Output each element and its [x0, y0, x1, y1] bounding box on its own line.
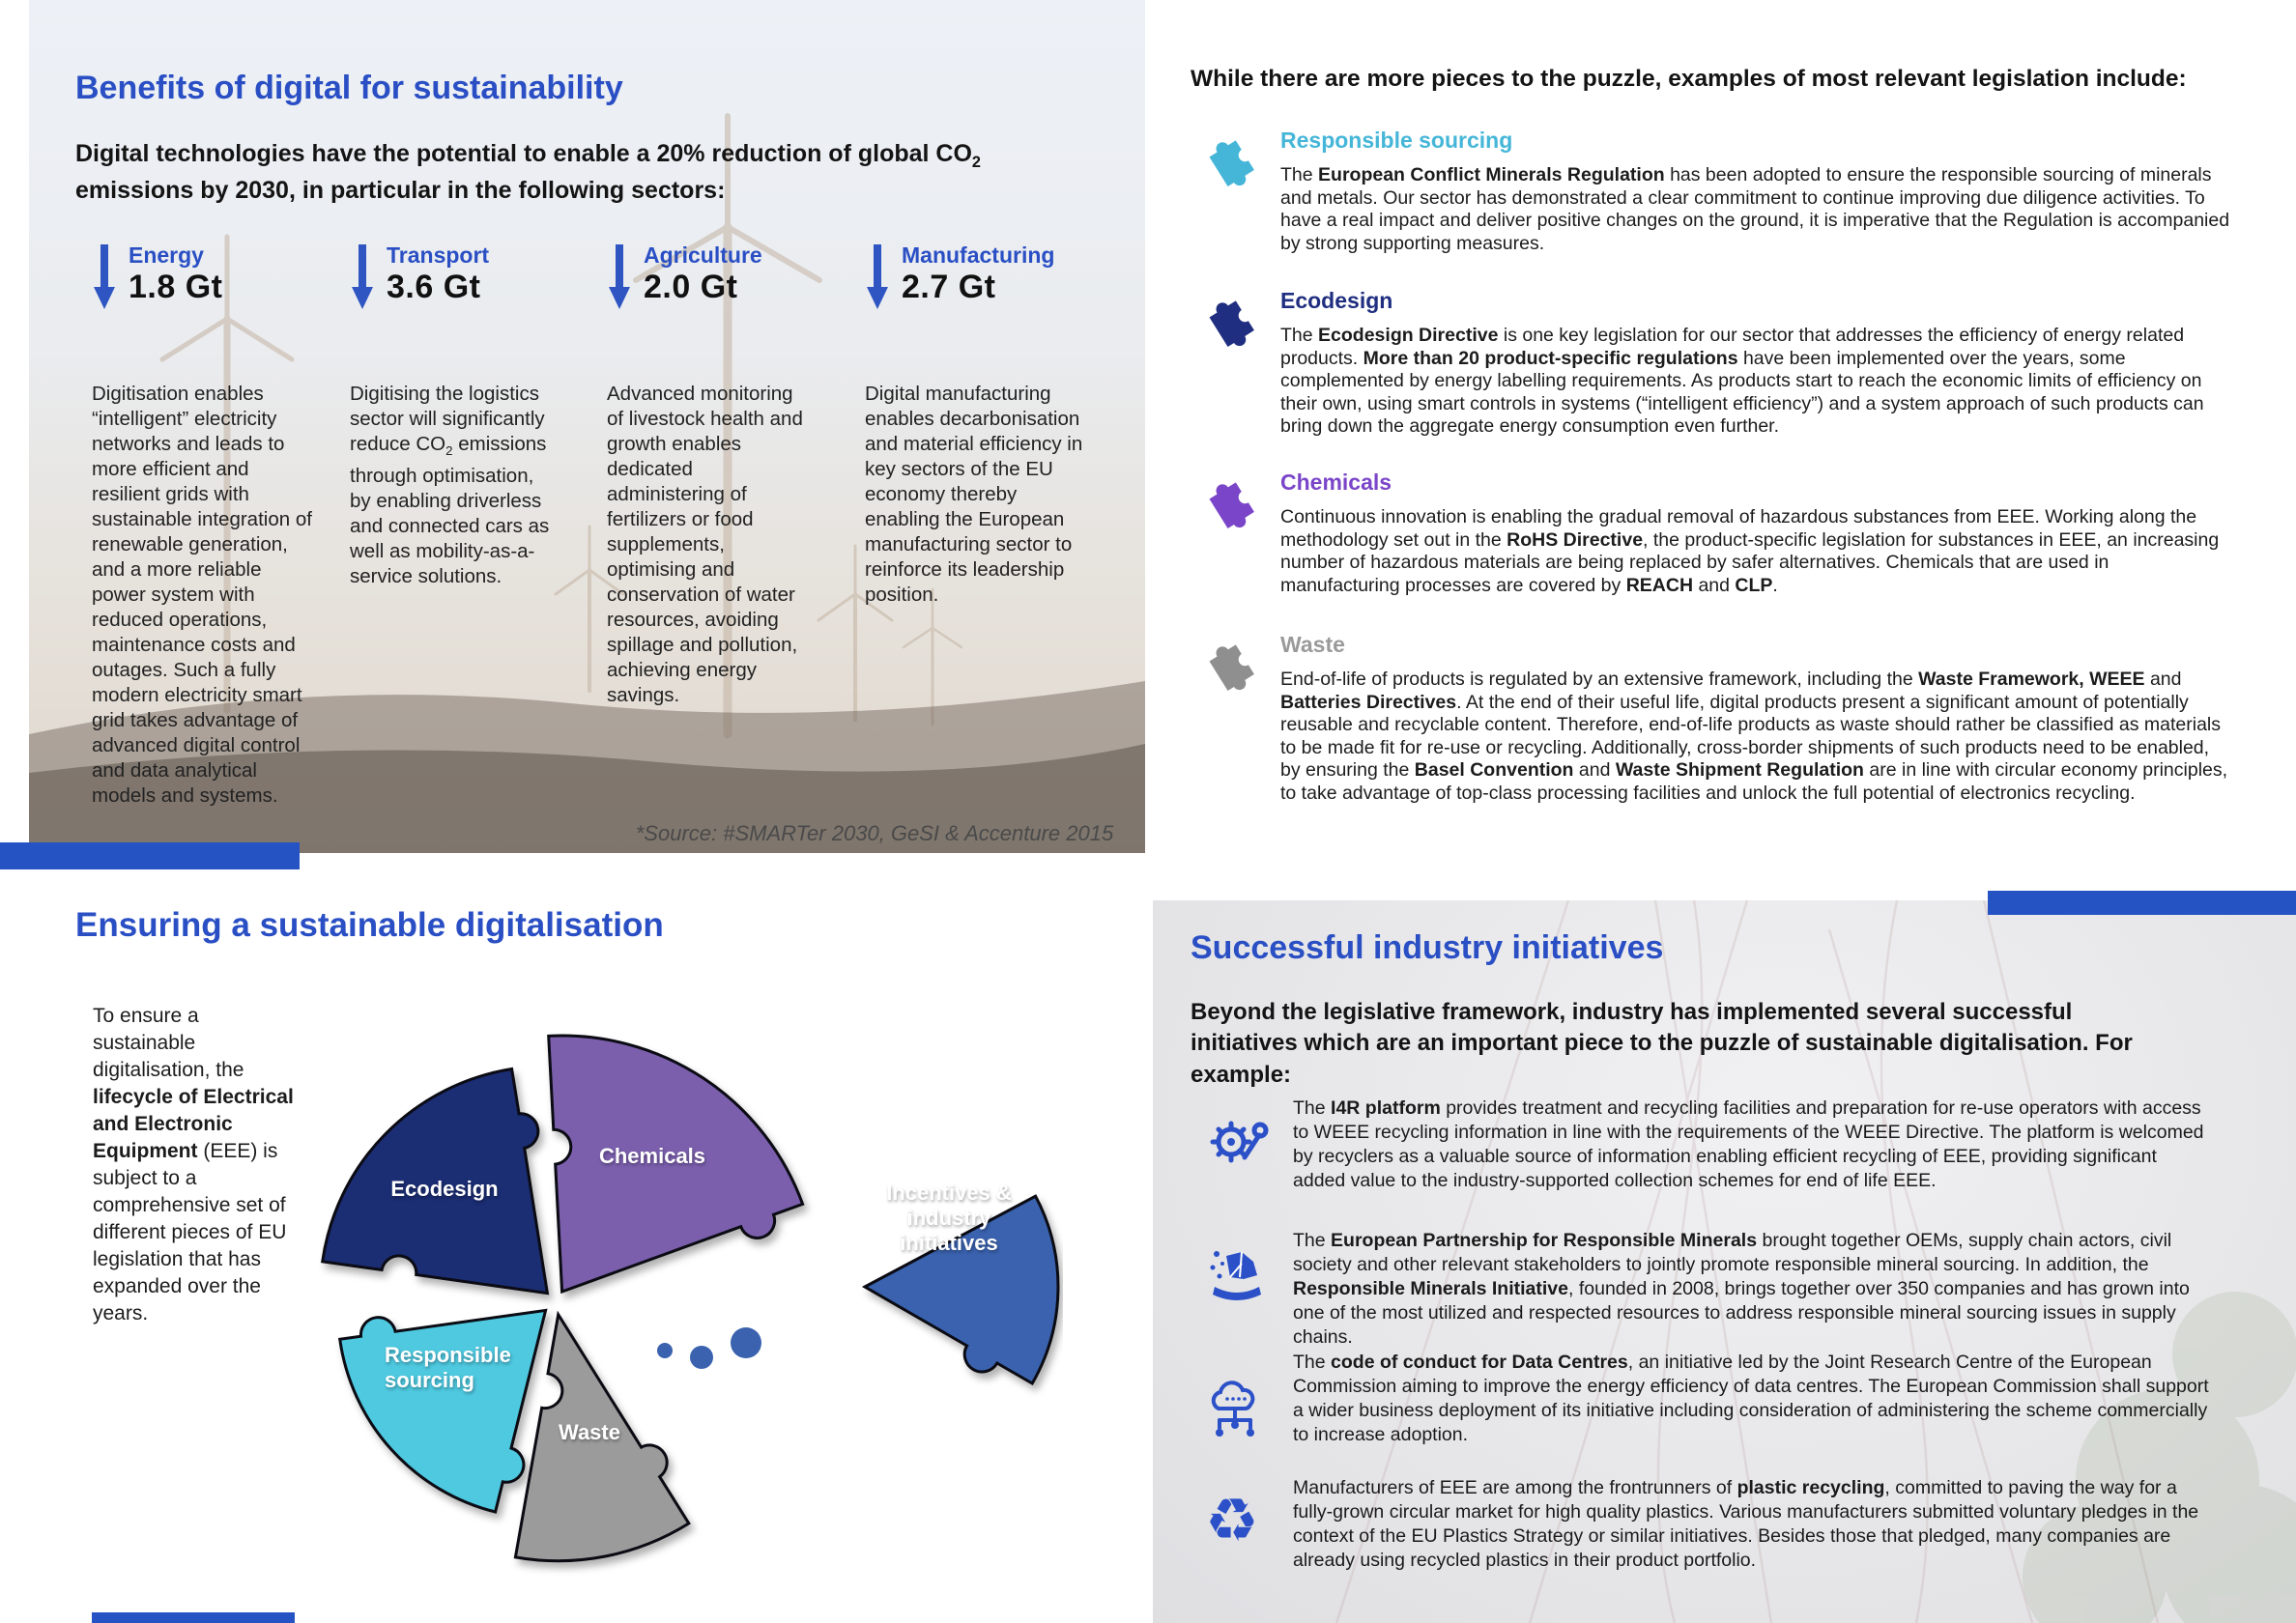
- ensuring-body: To ensure a sustainable digitalisation, the lifecycle of Electrical and Electronic Equipment (EEE) is subject to a comprehensive set of different pieces of EU legislation that has expanded over the years.: [93, 1005, 294, 1324]
- legislation-heading: Ecodesign: [1280, 288, 1393, 313]
- legislation-heading: Chemicals: [1280, 470, 1392, 495]
- blue-accent-bar: [92, 1612, 295, 1623]
- puzzle-piece-responsible-sourcing: [340, 1310, 546, 1512]
- sector-value: 1.8 Gt: [129, 269, 223, 306]
- sector-label: Agriculture: [644, 242, 762, 268]
- gear-wrench-icon: [1205, 1110, 1269, 1174]
- puzzle-piece-icon: [1201, 630, 1263, 699]
- initiative-body: The I4R platform provides treatment and recycling facilities and preparation for re-use operators with access to WEEE recycling information in line with the requirements of the WEEE Directive. The platform is welcomed by recyclers as a valuable source of information enabling efficient recycling of EEE, providing significant added value to the industry-supported collection schemes for end of life EEE.: [1293, 1097, 2204, 1191]
- ensuring-title: Ensuring a sustainable digitalisation: [75, 906, 664, 944]
- initiative-body: Manufacturers of EEE are among the frontrunners of plastic recycling, committed to paving the way for a fully-grown circular market for high quality plastics. Various manufacturers submitted voluntary pledges in the context of the EU Plastics Strategy or similar initiatives. Besides those that pledged, many companies are already using recycled plastics in their product portfolio.: [1293, 1477, 2199, 1571]
- sector-description: Digitising the logistics sector will significantly reduce $CO_2$ emissions through optimisation, by enabling driverless and connected cars as well as mobility-as-a-service solutions.: [350, 383, 550, 588]
- benefits-title: Benefits of digital for sustainability: [75, 70, 623, 106]
- legislation-heading: Waste: [1280, 632, 1345, 657]
- puzzle-label-ecodesign: Ecodesign: [390, 1177, 499, 1201]
- legislation-heading: Responsible sourcing: [1280, 128, 1513, 153]
- sector-value: 2.0 Gt: [644, 269, 738, 306]
- benefits-intro: Digital technologies have the potential to enable a 20% reduction of global $CO_2$ emissions by 2030, in particular in the following sectors:: [75, 140, 981, 204]
- source-note: *Source: #SMARTer 2030, GeSI & Accenture 2015: [635, 821, 1114, 845]
- sector-value: 2.7 Gt: [902, 269, 996, 306]
- sector-label: Energy: [129, 242, 204, 268]
- initiative-body: The code of conduct for Data Centres, an initiative led by the Joint Research Centre of the European Commission aiming to improve the energy efficiency of data centres. The European Commission shall support a wider business deployment of its initiative including consideration of administering the scheme commercially to increase adoption.: [1293, 1352, 2209, 1445]
- blue-accent-bar: [0, 842, 300, 869]
- sector-manufacturing: [865, 242, 1116, 606]
- minerals-hand-icon: [1205, 1244, 1269, 1308]
- puzzle-label-responsible-sourcing: Responsible sourcing: [385, 1343, 511, 1392]
- puzzle-piece-icon: [1201, 468, 1263, 537]
- dot: [690, 1346, 713, 1369]
- sector-description: Advanced monitoring of livestock health and growth enables dedicated administering of fertilizers or food supplements, optimising and conservation of water resources, avoiding spillage and pollution, achieving energy savings.: [607, 383, 803, 706]
- sector-description: Digitisation enables “intelligent” electricity networks and leads to more efficient and resilient grids with sustainable integration of renewable generation, and a more reliable power system with reduced operations, maintenance costs and outages. Such a fully modern electricity smart grid takes advantage of advanced digital control and data analytical models and systems.: [92, 383, 312, 807]
- sector-label: Manufacturing: [902, 242, 1055, 268]
- down-arrow-icon: [865, 242, 890, 311]
- legislation-body: The Ecodesign Directive is one key legislation for our sector that addresses the efficiency of energy related products. More than 20 product-specific regulations have been implemented over the years, some complemented by energy labelling requirements. As products start to reach the economic limits of efficiency on their own, using smart controls in systems (“intelligent efficiency”) and a system approach of such products can bring down the aggregate energy consumption even further.: [1280, 325, 2204, 437]
- sector-label: Transport: [387, 242, 490, 268]
- legislation-body: End-of-life of products is regulated by an extensive framework, including the Waste Framework, WEEE and Batteries Directives. At the end of their useful life, digital products present a significant amount of potentially reusable and recyclable content. Therefore, end-of-life products as waste should rather be classified as materials to be made fit for re-use or recycling. Additionally, cross-border shipments of such products need to be enabled, by ensuring the Basel Convention and Waste Shipment Regulation are in line with circular economy principles, to take advantage of top-class processing facilities and unlock the full potential of electronics recycling.: [1280, 669, 2228, 804]
- puzzle-label-incentives: Incentives & industry initiatives: [886, 1181, 1012, 1255]
- puzzle-diagram: [309, 1007, 1063, 1577]
- down-arrow-icon: [607, 242, 632, 311]
- puzzle-piece-icon: [1201, 286, 1263, 356]
- initiatives-title: Successful industry initiatives: [1191, 929, 1664, 966]
- cloud-network-icon: [1205, 1378, 1269, 1441]
- sector-agriculture: [607, 242, 858, 706]
- sector-energy: [92, 242, 343, 807]
- blue-accent-bar: [1988, 891, 2296, 915]
- initiatives-intro: Beyond the legislative framework, industry has implemented several successful initiatives which are an important piece to the puzzle of sustainable digitalisation. For example:: [1191, 999, 2133, 1088]
- puzzle-piece-icon: [1201, 126, 1263, 195]
- puzzle-label-waste: Waste: [559, 1420, 620, 1444]
- sector-value: 3.6 Gt: [387, 269, 481, 306]
- legislation-body: The European Conflict Minerals Regulation has been adopted to ensure the responsible sourcing of minerals and metals. Our sector has demonstrated a clear commitment to continue improving due diligence activities. To have a real impact and deliver positive changes on the ground, it is imperative that the Regulation is accompanied by strong supporting measures.: [1280, 164, 2230, 254]
- recycle-icon: ♻: [1205, 1488, 1259, 1554]
- sector-transport: [350, 242, 601, 588]
- down-arrow-icon: [350, 242, 375, 311]
- initiative-body: The European Partnership for Responsible Minerals brought together OEMs, supply chain actors, civil society and other relevant stakeholders to jointly promote responsible mineral sourcing. In addition, the Responsible Minerals Initiative, founded in 2008, brings together over 350 companies and has grown into one of the most utilized and respected resources to address responsible mineral sourcing issues in supply chains.: [1293, 1230, 2190, 1348]
- dot: [657, 1343, 673, 1358]
- benefits-panel: [29, 0, 1145, 853]
- dot: [731, 1327, 761, 1358]
- sector-description: Digital manufacturing enables decarbonisation and material efficiency in key sectors of the EU economy thereby enabling the European manufacturing sector to reinforce its leadership position.: [865, 383, 1083, 606]
- puzzle-label-chemicals: Chemicals: [598, 1144, 706, 1168]
- legislation-body: Continuous innovation is enabling the gradual removal of hazardous substances from EEE. Working along the methodology set out in the RoHS Directive, the product-specific legislation for substances in EEE, an increasing number of hazardous materials are being replaced by safer alternatives. Chemicals that are used in manufacturing processes are covered by REACH and CLP.: [1280, 506, 2220, 596]
- down-arrow-icon: [92, 242, 117, 311]
- legislation-intro: While there are more pieces to the puzzle, examples of most relevant legislation include:: [1191, 66, 2187, 92]
